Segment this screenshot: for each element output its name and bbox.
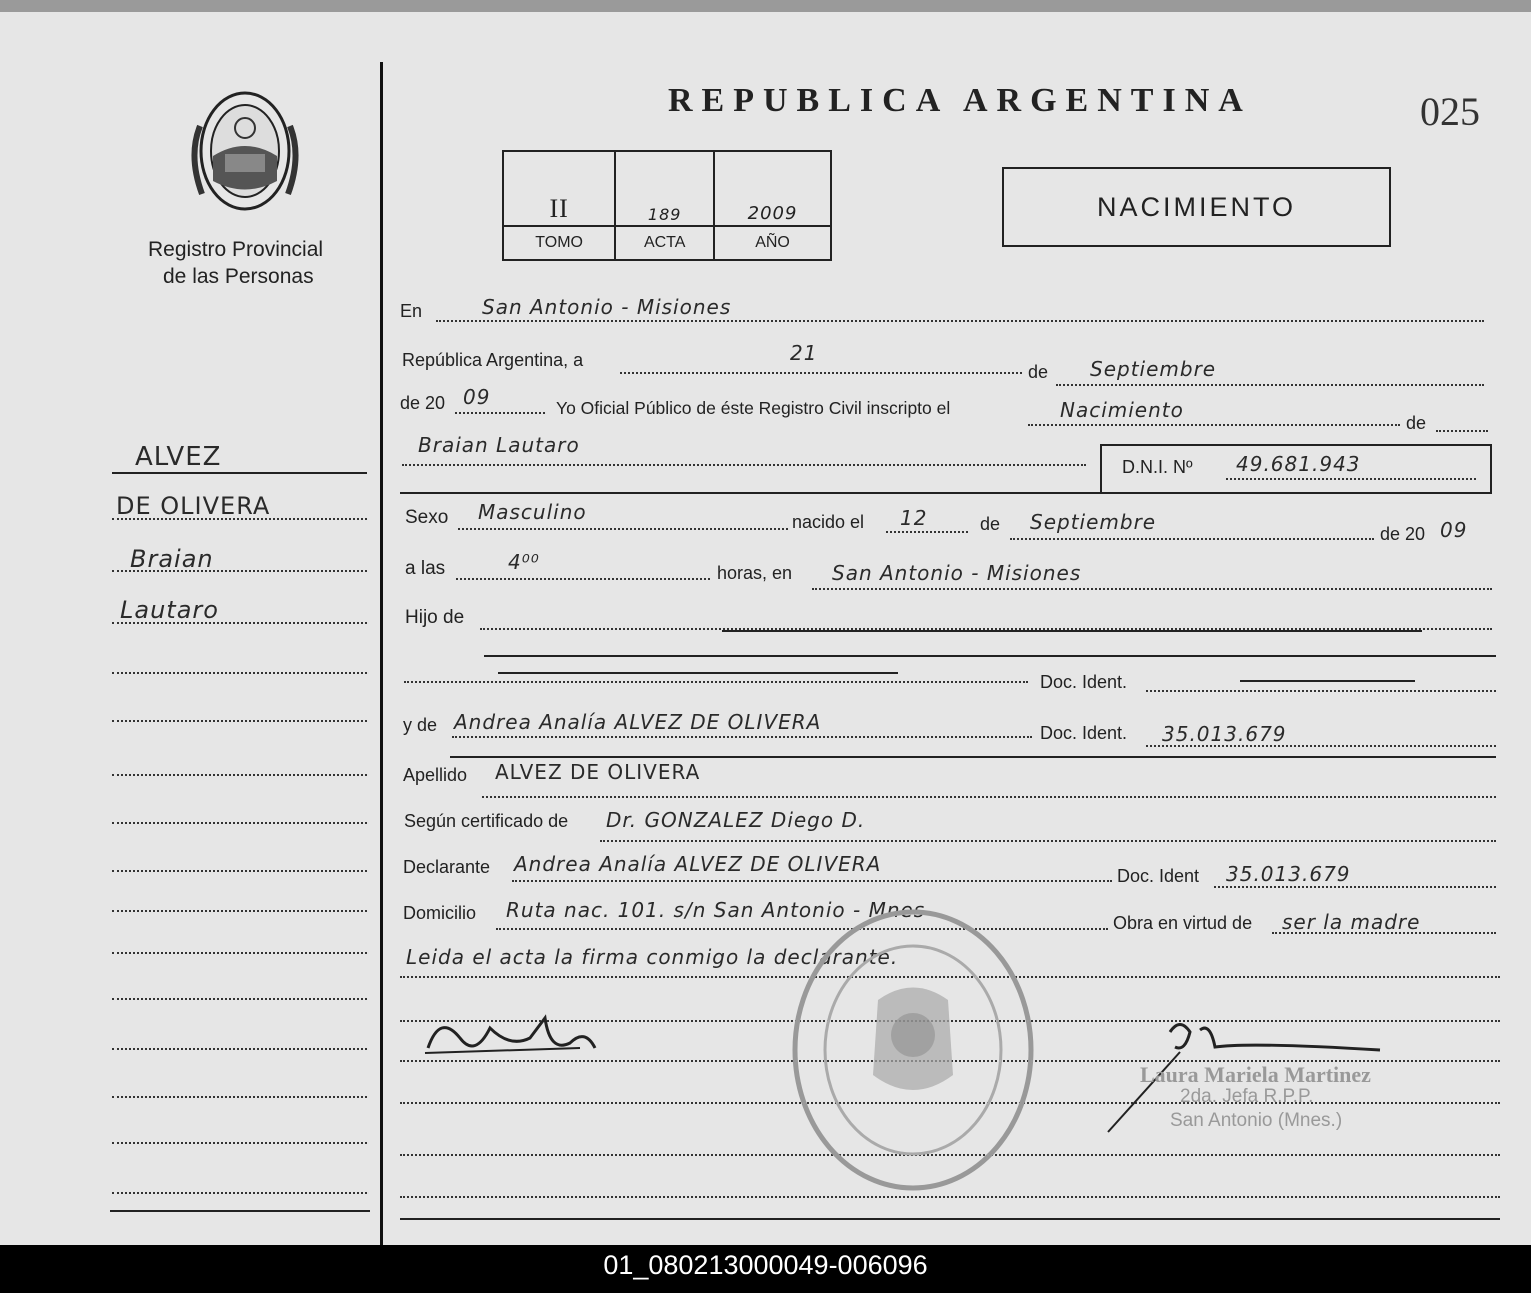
de-label-3: de (980, 514, 1001, 534)
margin-line (112, 952, 367, 954)
fill-line (1226, 478, 1476, 480)
fill-line (1436, 430, 1488, 432)
de20-label-2: de 20 (1380, 524, 1426, 544)
doc-ident-label-3: Doc. Ident (1117, 866, 1200, 886)
horas-label: horas, en (717, 563, 793, 583)
margin-surname-1: ALVEZ (135, 442, 222, 472)
strike-line (1240, 680, 1415, 682)
tomo-label: TOMO (503, 226, 615, 260)
anio-label: AÑO (714, 226, 831, 260)
official-place: San Antonio (Mnes.) (1170, 1110, 1343, 1131)
fill-line (812, 588, 1492, 590)
country-title: REPUBLICA ARGENTINA (668, 82, 1252, 119)
declarante-label: Declarante (403, 857, 491, 877)
section-rule (484, 655, 1496, 657)
hora-value: 4⁰⁰ (508, 550, 540, 574)
certificado-value: Dr. GONZALEZ Diego D. (606, 808, 866, 832)
fill-line (886, 531, 968, 533)
nacido-label: nacido el (792, 512, 865, 532)
margin-line (112, 672, 367, 674)
declarante-doc: 35.013.679 (1226, 862, 1351, 886)
margin-firstname-1: Braian (130, 545, 214, 573)
margin-line (112, 720, 367, 722)
madre-doc: 35.013.679 (1162, 722, 1287, 746)
fill-line (620, 372, 1022, 374)
doc-ident-label-2: Doc. Ident. (1040, 723, 1128, 743)
registry-table (502, 150, 832, 261)
fill-line (482, 796, 1496, 798)
margin-firstname-2: Lautaro (120, 596, 219, 624)
record-type-label: NACIMIENTO (1096, 192, 1296, 222)
margin-rule (110, 1210, 370, 1212)
declarant-signature (420, 1008, 620, 1068)
official-seal-stamp (788, 905, 1038, 1195)
day-value: 21 (790, 341, 818, 365)
margin-surname-2: DE OLIVERA (116, 492, 271, 520)
place-value: San Antonio - Misiones (482, 295, 732, 319)
fill-line (400, 1196, 1500, 1198)
page-number: 025 (1420, 89, 1480, 134)
republica-label: República Argentina, a (402, 350, 584, 370)
margin-line (112, 1048, 367, 1050)
fill-line (1056, 384, 1484, 386)
registry-title-line1: Registro Provincial (148, 238, 324, 261)
fill-line (1028, 424, 1400, 426)
section-rule (400, 492, 1490, 494)
domicilio-label: Domicilio (403, 903, 477, 923)
child-name: Braian Lautaro (418, 433, 580, 457)
fill-line (436, 320, 1484, 322)
margin-line (112, 1192, 367, 1194)
sexo-value: Masculino (478, 500, 587, 524)
fill-line (456, 578, 710, 580)
fill-line (404, 681, 1028, 683)
anio-value: 2009 (714, 151, 831, 226)
column-divider (380, 62, 383, 1245)
obra-label: Obra en virtud de (1113, 913, 1253, 933)
margin-line (112, 910, 367, 912)
margin-line (112, 1096, 367, 1098)
scan-id-footer: 01_080213000049-006096 (0, 1245, 1531, 1293)
margin-line (112, 622, 367, 624)
section-rule (400, 1218, 1500, 1220)
de20-label: de 20 (400, 393, 446, 413)
misiones-emblem-icon (180, 86, 310, 221)
registry-title-line2: de las Personas (163, 265, 314, 288)
fill-line (455, 412, 545, 414)
doc-ident-label: Doc. Ident. (1040, 672, 1128, 692)
hijo-label: Hijo de (405, 607, 465, 628)
margin-line (112, 870, 367, 872)
margin-line (112, 998, 367, 1000)
alas-label: a las (405, 558, 446, 579)
margin-line (112, 518, 367, 520)
yde-label: y de (403, 715, 438, 735)
official-title: 2da. Jefa R.P.P. (1180, 1086, 1314, 1107)
strike-line (722, 630, 1422, 632)
de-label: de (1028, 362, 1049, 382)
margin-line (112, 774, 367, 776)
section-rule (450, 756, 1496, 758)
nacido-month: Septiembre (1030, 510, 1157, 534)
apellido-label: Apellido (403, 765, 468, 785)
obra-value: ser la madre (1282, 910, 1421, 934)
fill-line (512, 880, 1112, 882)
scan-edge (0, 0, 1531, 12)
strike-line (498, 672, 898, 674)
acta-value: 189 (615, 151, 714, 226)
fill-line (402, 464, 1086, 466)
fill-line (1272, 932, 1496, 934)
fill-line (600, 840, 1496, 842)
month-value: Septiembre (1090, 357, 1217, 381)
inscripto-value: Nacimiento (1060, 398, 1184, 422)
lugar-nacimiento: San Antonio - Misiones (832, 561, 1082, 585)
acta-label: ACTA (615, 226, 714, 260)
margin-line (112, 822, 367, 824)
madre-name: Andrea Analía ALVEZ DE OLIVERA (454, 710, 822, 734)
dni-value: 49.681.943 (1236, 452, 1361, 476)
nacido-year: 09 (1440, 518, 1468, 542)
margin-line (112, 570, 367, 572)
closing-note: Leida el acta la firma conmigo la declarante. (406, 945, 899, 969)
margin-rule (112, 472, 367, 474)
en-label: En (400, 301, 423, 321)
year-value: 09 (463, 385, 491, 409)
dni-label: D.N.I. Nº (1122, 457, 1193, 477)
official-name: Laura Mariela Martinez (1140, 1062, 1371, 1087)
fill-line (1010, 538, 1374, 540)
fill-line (452, 736, 1032, 738)
fill-line (1146, 745, 1496, 747)
sexo-label: Sexo (405, 507, 449, 528)
segun-label: Según certificado de (404, 811, 569, 831)
fill-line (1214, 886, 1496, 888)
oficial-label: Yo Oficial Público de éste Registro Civil inscripto el (556, 398, 951, 418)
fill-line (458, 528, 788, 530)
apellido-value: ALVEZ DE OLIVERA (495, 760, 701, 784)
record-type-box (1002, 167, 1391, 247)
declarante-name: Andrea Analía ALVEZ DE OLIVERA (514, 852, 882, 876)
domicilio-value: Ruta nac. 101. s/n San Antonio - Mnes (506, 898, 926, 922)
nacido-day: 12 (900, 506, 928, 530)
de-label-2: de (1406, 413, 1427, 433)
margin-line (112, 1142, 367, 1144)
tomo-value: II (503, 151, 615, 226)
fill-line (1146, 690, 1496, 692)
